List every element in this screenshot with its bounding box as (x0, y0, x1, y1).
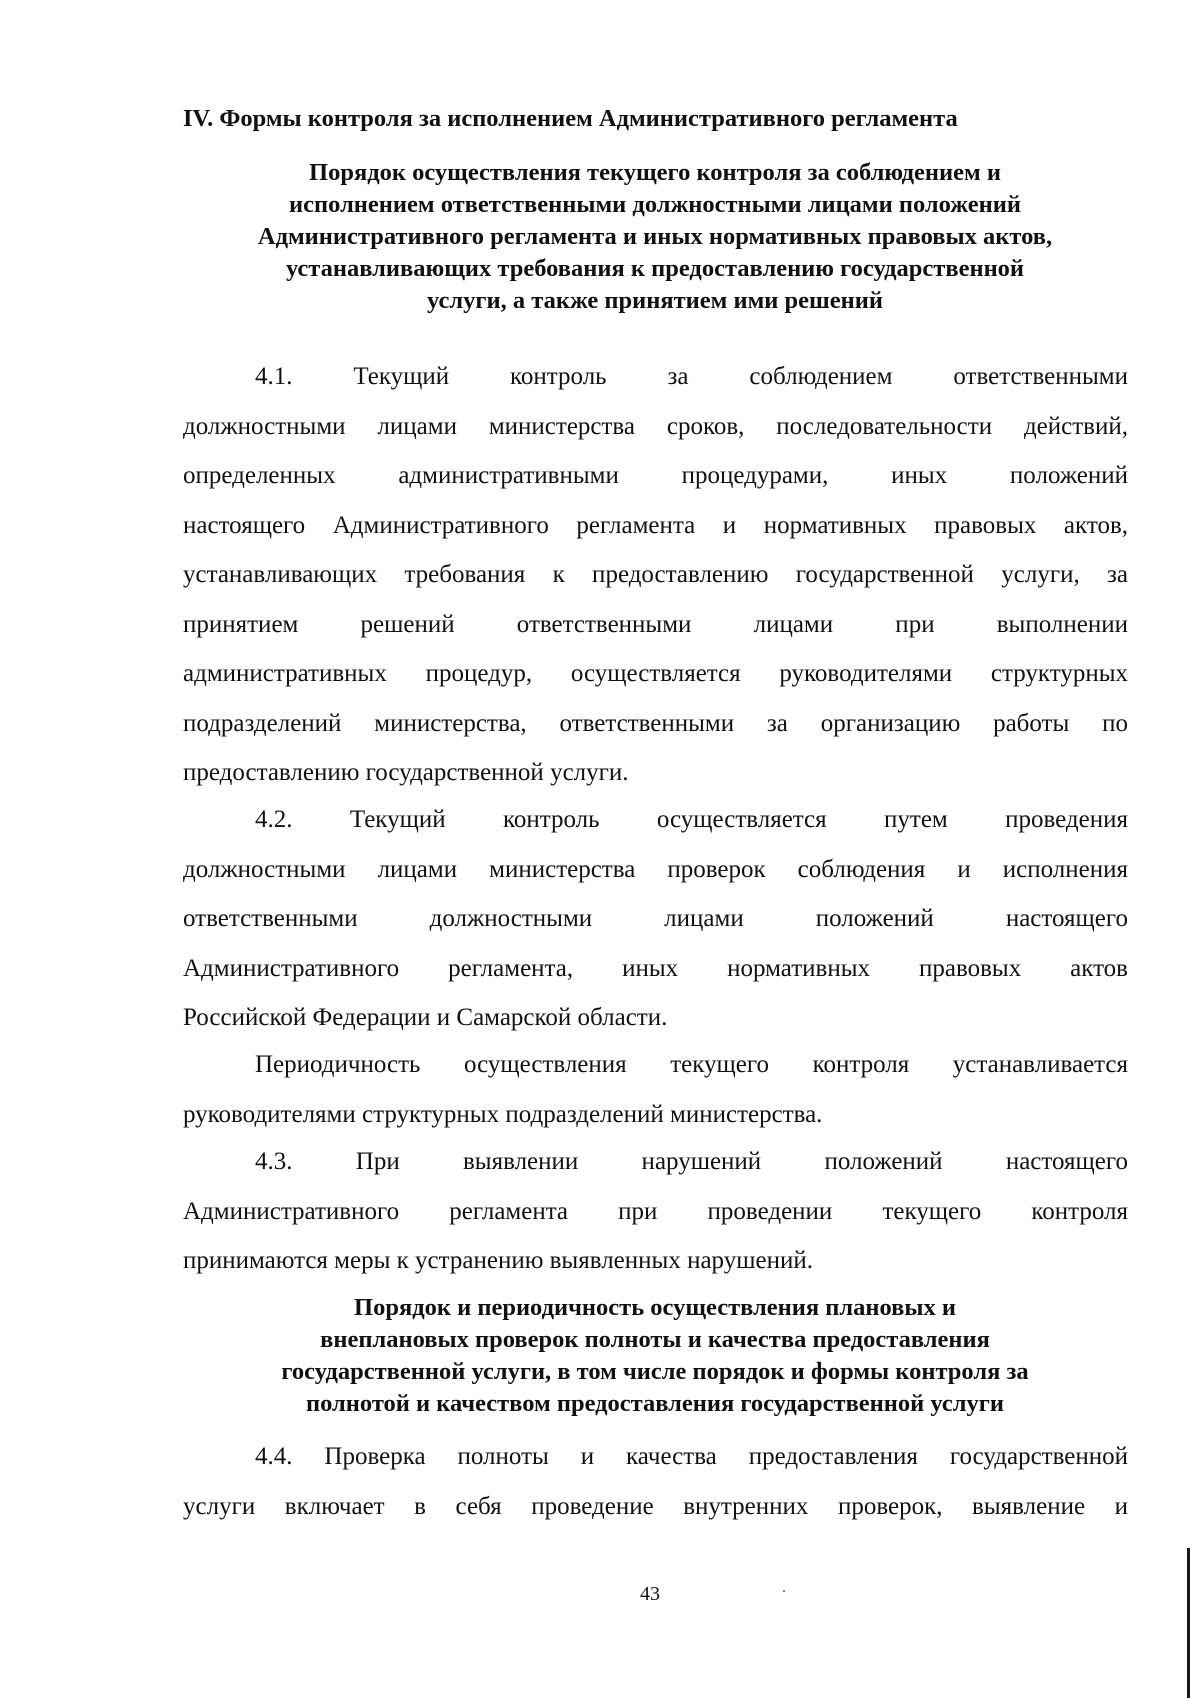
paragraph-4-1 (183, 352, 1128, 798)
subheading-line: устанавливающих требования к предоставлению государственной (285, 255, 1025, 282)
paragraph-line: устанавливающих требования к предоставлению государственной услуги, за (183, 561, 1128, 588)
paragraph-periodicity (183, 1040, 1128, 1139)
subheading-line: внеплановых проверок полноты и качества предоставления (320, 1326, 990, 1353)
subheading-line: Порядок осуществления текущего контроля за соблюдением и (309, 159, 1001, 186)
subheading-line: исполнением ответственными должностными лицами положений (289, 191, 1021, 218)
paragraph-line: ответственными должностными лицами положений настоящего (183, 905, 1128, 932)
paragraph-line: предоставлению государственной услуги. (183, 759, 629, 786)
page-number: 43 (640, 1583, 660, 1605)
subheading-line: государственной услуги, в том числе порядок и формы контроля за (281, 1358, 1029, 1385)
paragraph-line: определенных административными процедурами, иных положений (183, 462, 1128, 489)
subheading-planned-checks (165, 1292, 1145, 1420)
paragraph-line: Административного регламента при проведении текущего контроля (183, 1197, 1128, 1225)
scan-edge-line (1187, 1548, 1190, 1698)
paragraph-line: 4.2. Текущий контроль осуществляется путем проведения (255, 806, 1128, 833)
subheading-line: Административного регламента и иных нормативных правовых актов, (257, 223, 1053, 250)
subheading-current-control (165, 157, 1145, 317)
paragraph-line: должностными лицами министерства сроков, последовательности действий, (183, 412, 1128, 440)
paragraph-line: принятием решений ответственными лицами при выполнении (183, 610, 1128, 638)
paragraph-line: руководителями структурных подразделений министерства. (183, 1100, 823, 1128)
paragraph-4-2 (183, 795, 1128, 1043)
paragraph-line: настоящего Административного регламента и нормативных правовых актов, (183, 511, 1128, 539)
paragraph-line: 4.4. Проверка полноты и качества предоставления государственной (255, 1443, 1128, 1470)
paragraph-line: Периодичность осуществления текущего контроля устанавливается (255, 1051, 1128, 1078)
paragraph-4-3 (183, 1137, 1128, 1286)
paragraph-line: Административного регламента, иных нормативных правовых актов (183, 954, 1128, 982)
paragraph-4-4 (183, 1432, 1128, 1531)
paragraph-line: Российской Федерации и Самарской области. (183, 1004, 668, 1031)
section-title: IV. Формы контроля за исполнением Административного регламента (183, 105, 958, 132)
subheading-line: полнотой и качеством предоставления государственной услуги (305, 1390, 1005, 1417)
subheading-line: услуги, а также принятием ими решений (427, 287, 883, 314)
subheading-line: Порядок и периодичность осуществления плановых и (354, 1294, 956, 1321)
paragraph-line: подразделений министерства, ответственными за организацию работы по (183, 709, 1128, 737)
paragraph-line: услуги включает в себя проведение внутренних проверок, выявление и (183, 1492, 1128, 1520)
paragraph-line: 4.1. Текущий контроль за соблюдением ответственными (255, 363, 1128, 390)
paragraph-line: административных процедур, осуществляется руководителями структурных (183, 660, 1128, 687)
paragraph-line: должностными лицами министерства проверок соблюдения и исполнения (183, 855, 1128, 883)
paragraph-line: 4.3. При выявлении нарушений положений настоящего (255, 1148, 1128, 1175)
scan-speck (783, 1590, 785, 1592)
paragraph-line: принимаются меры к устранению выявленных нарушений. (183, 1247, 813, 1274)
